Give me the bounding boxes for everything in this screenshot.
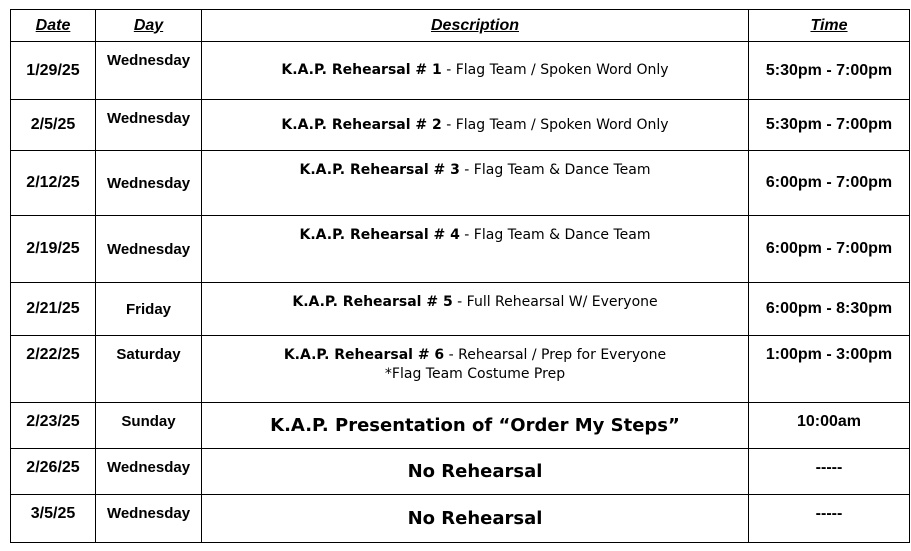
- no-rehearsal-text: No Rehearsal: [407, 461, 543, 482]
- date-cell: 2/5/25: [11, 100, 96, 151]
- description-cell: [202, 449, 749, 495]
- header-row: [11, 10, 910, 42]
- time-cell: 6:00pm - 7:00pm: [749, 216, 910, 283]
- time-cell: 1:00pm - 3:00pm: [749, 336, 910, 403]
- rehearsal-detail: - Flag Team & Dance Team: [459, 162, 651, 178]
- rehearsal-detail: - Flag Team & Dance Team: [459, 227, 651, 243]
- date-cell: 1/29/25: [11, 42, 96, 100]
- date-cell: 3/5/25: [11, 495, 96, 543]
- rehearsal-label: K.A.P. Rehearsal # 4: [299, 227, 460, 243]
- day-cell: Wednesday: [96, 495, 202, 543]
- time-cell: 5:30pm - 7:00pm: [749, 100, 910, 151]
- description-cell: [202, 100, 749, 151]
- day-cell: Friday: [96, 283, 202, 336]
- description-cell: [202, 403, 749, 449]
- schedule-table: [10, 9, 910, 543]
- no-rehearsal-text: No Rehearsal: [407, 508, 543, 529]
- table-row: [11, 42, 910, 100]
- time-cell: 5:30pm - 7:00pm: [749, 42, 910, 100]
- date-cell: 2/26/25: [11, 449, 96, 495]
- day-cell: Wednesday: [96, 42, 202, 100]
- day-cell: Wednesday: [96, 216, 202, 283]
- day-header: Day: [96, 10, 202, 42]
- table-row: [11, 336, 910, 403]
- rehearsal-label: K.A.P. Rehearsal # 6: [283, 347, 445, 363]
- day-cell: Wednesday: [96, 151, 202, 216]
- description-cell: [202, 495, 749, 543]
- day-cell: Saturday: [96, 336, 202, 403]
- description-header: Description: [202, 10, 749, 42]
- rehearsal-detail: - Full Rehearsal W/ Everyone: [452, 294, 658, 310]
- table-row: [11, 100, 910, 151]
- rehearsal-label: K.A.P. Rehearsal # 5: [292, 294, 453, 310]
- time-cell: -----: [749, 495, 910, 543]
- description-cell: [202, 42, 749, 100]
- description-cell: [202, 151, 749, 216]
- table-row: [11, 283, 910, 336]
- time-cell: 10:00am: [749, 403, 910, 449]
- rehearsal-note: *Flag Team Costume Prep: [384, 366, 566, 382]
- day-cell: Sunday: [96, 403, 202, 449]
- time-header: Time: [749, 10, 910, 42]
- table-row: [11, 216, 910, 283]
- description-cell: [202, 336, 749, 403]
- date-cell: 2/12/25: [11, 151, 96, 216]
- rehearsal-detail: - Rehearsal / Prep for Everyone: [444, 347, 667, 363]
- rehearsal-detail: - Flag Team / Spoken Word Only: [441, 62, 669, 78]
- time-cell: 6:00pm - 8:30pm: [749, 283, 910, 336]
- table-row: [11, 151, 910, 216]
- description-cell: [202, 216, 749, 283]
- presentation-title: K.A.P. Presentation of “Order My Steps”: [270, 415, 680, 436]
- table-row: [11, 403, 910, 449]
- date-cell: 2/22/25: [11, 336, 96, 403]
- rehearsal-label: K.A.P. Rehearsal # 2: [281, 116, 442, 133]
- date-cell: 2/21/25: [11, 283, 96, 336]
- rehearsal-detail: - Flag Team / Spoken Word Only: [441, 116, 669, 133]
- rehearsal-label: K.A.P. Rehearsal # 3: [299, 162, 460, 178]
- time-cell: -----: [749, 449, 910, 495]
- day-cell: Wednesday: [96, 100, 202, 151]
- date-header: Date: [11, 10, 96, 42]
- date-cell: 2/23/25: [11, 403, 96, 449]
- description-cell: [202, 283, 749, 336]
- time-cell: 6:00pm - 7:00pm: [749, 151, 910, 216]
- date-cell: 2/19/25: [11, 216, 96, 283]
- rehearsal-label: K.A.P. Rehearsal # 1: [281, 62, 442, 78]
- table-row: [11, 449, 910, 495]
- day-cell: Wednesday: [96, 449, 202, 495]
- table-row: [11, 495, 910, 543]
